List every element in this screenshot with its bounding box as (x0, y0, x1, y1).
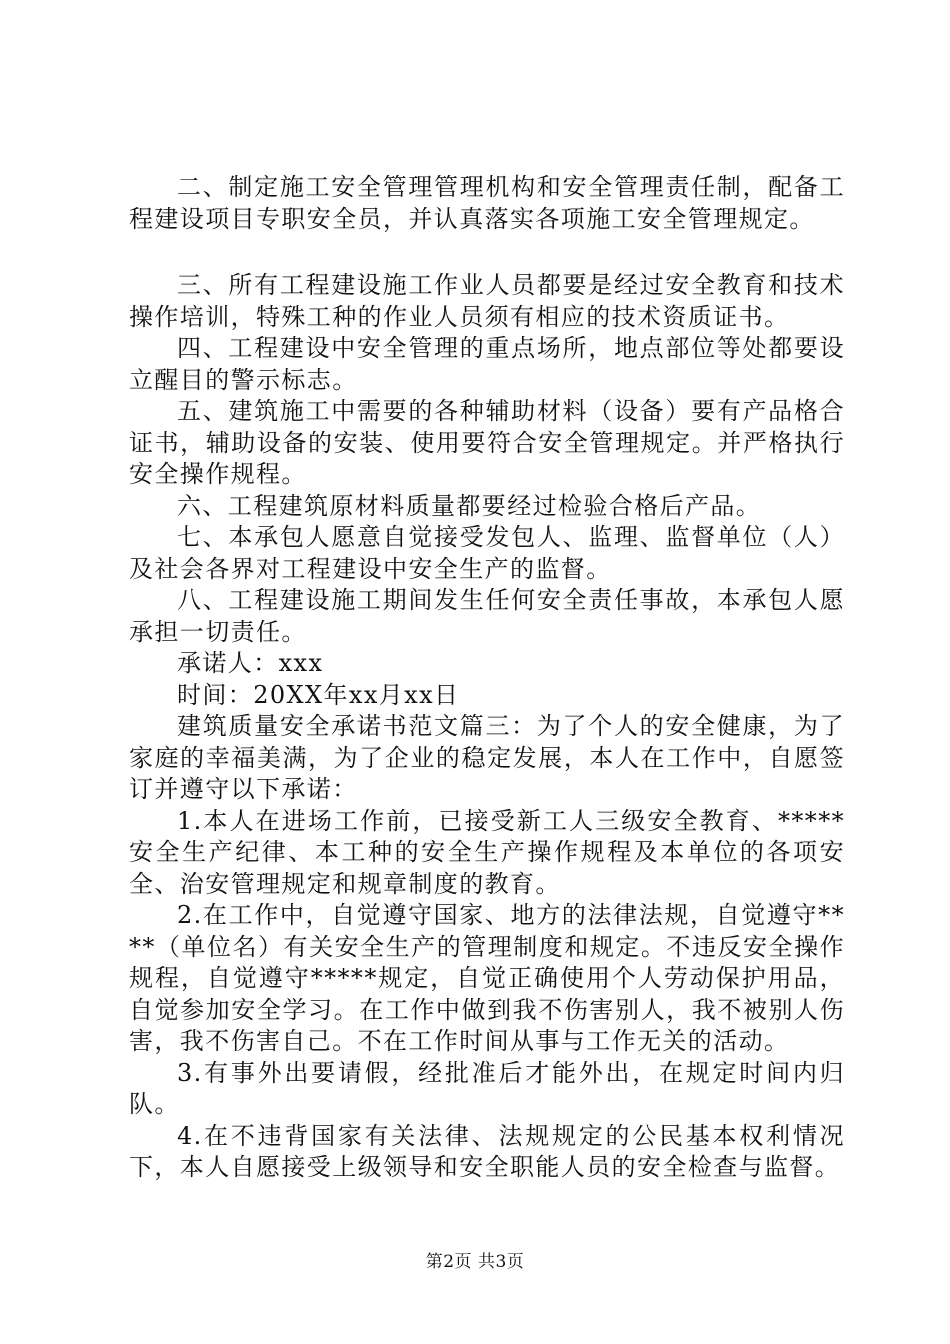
paragraph-4: 四、工程建设中安全管理的重点场所，地点部位等处都要设立醒目的警示标志。 (129, 334, 845, 394)
paragraph-3: 三、所有工程建设施工作业人员都要是经过安全教育和技术操作培训，特殊工种的作业人员须有相应的技术资质证书。 (129, 271, 845, 331)
promisor-line: 承诺人：xxx (177, 649, 324, 677)
document-body (129, 172, 845, 1184)
paragraph-2: 二、制定施工安全管理管理机构和安全管理责任制，配备工程建设项目专职安全员，并认真落实各项施工安全管理规定。 (129, 173, 845, 233)
section-three-intro: 建筑质量安全承诺书范文篇三：为了个人的安全健康，为了家庭的幸福美满，为了企业的稳定发展，本人在工作中，自愿签订并遵守以下承诺： (129, 712, 845, 803)
commitment-2: 2.在工作中，自觉遵守国家、地方的法律法规，自觉遵守****（单位名）有关安全生产的管理制度和规定。不违反安全操作规程，自觉遵守*****规定，自觉正确使用个人劳动保护用品，自觉参加安全学习。在工作中做到我不伤害别人，我不被别人伤害，我不伤害自己。不在工作时间从事与工作无关的活动。 (129, 901, 845, 1055)
paragraph-8: 八、工程建设施工期间发生任何安全责任事故，本承包人愿承担一切责任。 (129, 586, 845, 646)
paragraph-6: 六、工程建筑原材料质量都要经过检验合格后产品。 (177, 491, 762, 520)
commitment-3: 3.有事外出要请假，经批准后才能外出，在规定时间内归队。 (129, 1058, 845, 1118)
paragraph-5: 五、建筑施工中需要的各种辅助材料（设备）要有产品格合证书，辅助设备的安装、使用要符合安全管理规定。并严格执行安全操作规程。 (129, 397, 845, 488)
commitment-1: 1.本人在进场工作前，已接受新工人三级安全教育、*****安全生产纪律、本工种的安全生产操作规程及本单位的各项安全、治安管理规定和规章制度的教育。 (129, 806, 845, 898)
page-footer: 第2页 共3页 (425, 1252, 525, 1272)
commitment-4: 4.在不违背国家有关法律、法规规定的公民基本权利情况下，本人自愿接受上级领导和安全职能人员的安全检查与监督。 (129, 1121, 845, 1181)
date-line: 时间：20XX年xx月xx日 (177, 680, 460, 709)
paragraph-7: 七、本承包人愿意自觉接受发包人、监理、监督单位（人）及社会各界对工程建设中安全生产的监督。 (129, 523, 845, 583)
